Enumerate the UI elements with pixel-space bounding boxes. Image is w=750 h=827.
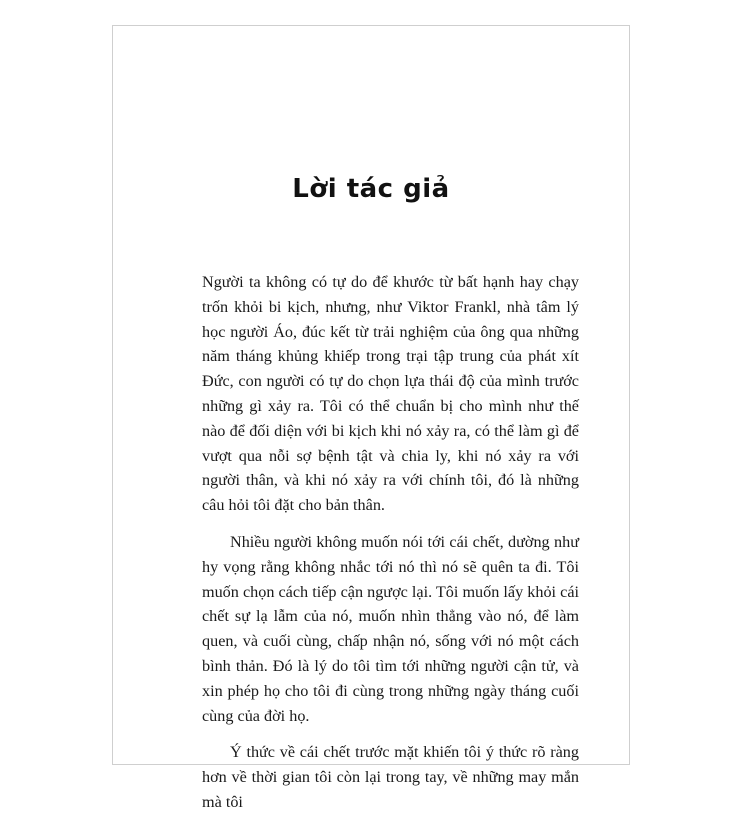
book-page xyxy=(112,25,630,811)
page-body xyxy=(202,270,579,827)
paragraph-2: Nhiều người không muốn nói tới cái chết, dường như hy vọng rằng không nhắc tới nó thì nó sẽ quên ta đi. Tôi muốn chọn cách tiếp cận ngược lại. Tôi muốn lấy khỏi cái chết sự lạ lẫm của nó, muốn nhìn thẳng vào nó, để làm quen, và cuối cùng, chấp nhận nó, sống với nó một cách bình thản. Đó là lý do tôi tìm tới những người cận tử, và xin phép họ cho tôi đi cùng trong những ngày tháng cuối cùng của đời họ. xyxy=(202,532,579,725)
page-title: Lời tác giả xyxy=(292,174,450,204)
paragraph-1: Người ta không có tự do để khước từ bất hạnh hay chạy trốn khỏi bi kịch, nhưng, như Viktor Frankl, nhà tâm lý học người Áo, đúc kết từ trải nghiệm của ông qua những năm tháng khủng khiếp trong trại tập trung của phát xít Đức, con người có tự do chọn lựa thái độ của mình trước những gì xảy ra. Tôi có thể chuẩn bị cho mình như thế nào để đối diện với bi kịch khi nó xảy ra, có thể làm gì để vượt qua nỗi sợ bệnh tật và chia ly, khi nó xảy ra với người thân, và khi nó xảy ra với chính tôi, đó là những câu hỏi tôi đặt cho bản thân. xyxy=(202,273,579,515)
paragraph-3: Ý thức về cái chết trước mặt khiến tôi ý thức rõ ràng hơn về thời gian tôi còn lại trong tay, về những may mắn mà tôi xyxy=(202,743,579,811)
